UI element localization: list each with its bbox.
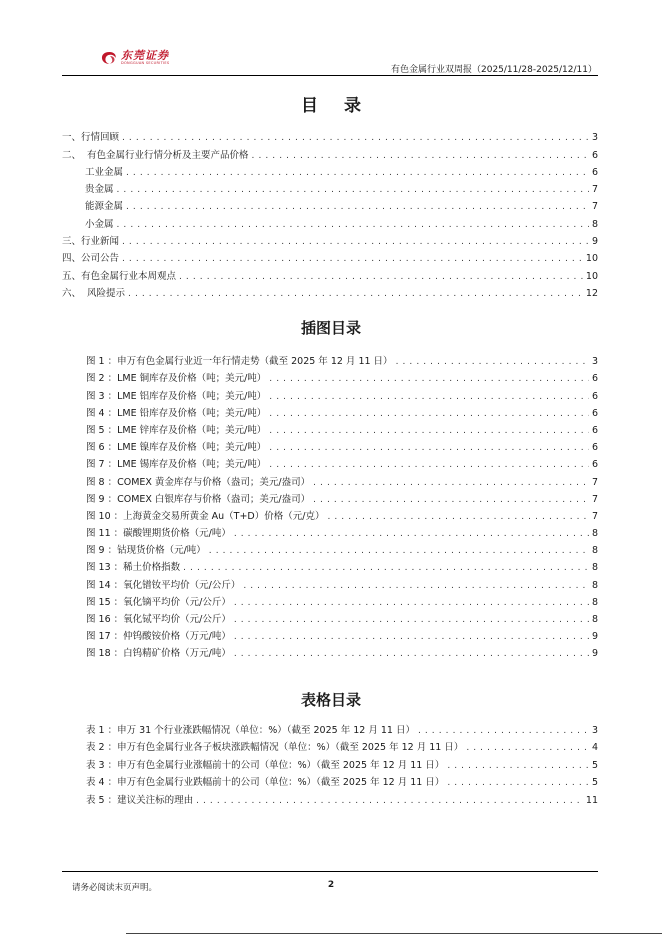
toc-entry-label: 图 4 ：LME 铅库存及价格（吨；美元/吨） xyxy=(86,407,267,419)
dot-leader xyxy=(126,201,589,213)
toc-entry[interactable] xyxy=(62,179,598,196)
toc-entry[interactable] xyxy=(62,248,598,265)
toc-entry-label: 图 10 ：上海黄金交易所黄金 Au（T+D）价格（元/克） xyxy=(86,510,325,522)
dot-leader xyxy=(234,631,589,643)
dot-leader xyxy=(313,494,589,506)
dot-leader xyxy=(466,742,589,754)
dot-leader xyxy=(117,219,589,231)
toc-entry[interactable] xyxy=(62,265,598,282)
toc-entry-label: 贵金属 xyxy=(85,184,114,196)
bottom-edge-line xyxy=(126,933,662,934)
dot-leader xyxy=(269,408,589,420)
dot-leader xyxy=(234,648,589,660)
toc-entry-label: 图 3 ：LME 铝库存及价格（吨；美元/吨） xyxy=(86,390,267,402)
table-toc-heading: 表格目录 xyxy=(300,691,361,709)
toc-entry-page: 6 xyxy=(591,166,598,178)
toc-entry-page: 8 xyxy=(591,579,598,591)
toc-entry[interactable] xyxy=(62,283,598,300)
toc-entry-page: 7 xyxy=(591,201,598,213)
toc-entry-page: 9 xyxy=(591,648,598,660)
toc-entry-page: 4 xyxy=(591,742,598,753)
toc-entry-page: 5 xyxy=(591,759,598,771)
toc-entry-label: 图 16 ：氧化铽平均价（元/公斤） xyxy=(86,614,231,625)
toc-entry[interactable] xyxy=(86,626,598,643)
toc-entry[interactable] xyxy=(62,144,598,161)
footer-disclaimer: 请务必阅读末页声明。 xyxy=(72,883,158,893)
toc-entry[interactable] xyxy=(86,471,598,488)
toc-entry[interactable] xyxy=(86,540,598,557)
toc-entry-page: 10 xyxy=(585,253,598,265)
figure-toc-heading: 插图目录 xyxy=(300,319,361,337)
toc-entry-label: 图 15 ：氧化镝平均价（元/公斤） xyxy=(86,596,231,608)
logo-english-text: DONGGUAN SECURITIES xyxy=(121,61,170,65)
dot-leader xyxy=(313,477,589,489)
toc-entry[interactable] xyxy=(86,368,598,385)
toc-entry-page: 3 xyxy=(591,724,598,736)
dot-leader xyxy=(418,725,589,737)
footer-divider xyxy=(62,871,598,872)
dot-leader xyxy=(269,373,589,385)
toc-entry-page: 6 xyxy=(591,390,598,402)
dot-leader xyxy=(243,580,589,592)
toc-entry-label: 二、 有色金属行业行情分析及主要产品价格 xyxy=(62,149,249,161)
toc-entry[interactable] xyxy=(86,489,598,506)
toc-entry-label: 图 11 ：碳酸锂期货价格（元/吨） xyxy=(86,528,231,540)
dot-leader xyxy=(183,562,589,574)
toc-entry-label: 表 1 ：申万 31 个行业涨跌幅情况（单位：%）（截至 2025 年 12 月 11 日） xyxy=(86,724,415,736)
toc-entry-page: 8 xyxy=(591,218,598,230)
toc-entry-page: 7 xyxy=(591,493,598,505)
report-title: 有色金属行业双周报（2025/11/28-2025/12/11） xyxy=(391,65,597,75)
toc-entry[interactable] xyxy=(86,437,598,454)
toc-entry[interactable] xyxy=(86,754,598,772)
dot-leader xyxy=(269,391,589,403)
toc-entry-label: 图 6 ：LME 镍库存及价格（吨；美元/吨） xyxy=(86,442,267,454)
dot-leader xyxy=(117,184,589,196)
dot-leader xyxy=(179,271,583,283)
toc-entry-label: 图 2 ：LME 铜库存及价格（吨；美元/吨） xyxy=(86,373,267,385)
dot-leader xyxy=(327,511,589,523)
toc-entry-page: 9 xyxy=(591,236,598,248)
table-toc xyxy=(86,719,598,807)
toc-entry[interactable] xyxy=(62,127,598,144)
toc-entry-label: 图 9 ：钴现货价格（元/吨） xyxy=(86,545,206,557)
toc-entry-page: 12 xyxy=(585,287,598,299)
dot-leader xyxy=(447,777,589,789)
toc-entry-label: 图 8 ：COMEX 黄金库存与价格（盎司；美元/盎司） xyxy=(86,476,311,488)
dot-leader xyxy=(128,288,583,300)
toc-entry-page: 8 xyxy=(591,562,598,574)
toc-entry-page: 7 xyxy=(591,510,598,522)
toc-entry-label: 图 1 ：申万有色金属行业近一年行情走势（截至 2025 年 12 月 11 日） xyxy=(86,356,393,368)
toc-entry-page: 8 xyxy=(591,545,598,557)
toc-entry-label: 五、有色金属行业本周观点 xyxy=(62,270,177,282)
figure-toc xyxy=(86,351,598,660)
dot-leader xyxy=(234,597,589,609)
dot-leader xyxy=(252,150,589,162)
toc-entry-page: 6 xyxy=(591,373,598,385)
toc-entry-label: 四、公司公告 xyxy=(62,253,120,265)
dot-leader xyxy=(269,459,589,471)
toc-entry[interactable] xyxy=(86,420,598,437)
toc-entry[interactable] xyxy=(86,789,598,807)
toc-entry[interactable] xyxy=(86,719,598,737)
toc-entry[interactable] xyxy=(86,403,598,420)
company-logo xyxy=(101,50,169,66)
toc-entry-label: 图 7 ：LME 锡库存及价格（吨；美元/吨） xyxy=(86,459,267,471)
toc-entry-page: 7 xyxy=(591,476,598,488)
dot-leader xyxy=(234,614,589,626)
toc-entry-page: 8 xyxy=(591,528,598,540)
page-number: 2 xyxy=(327,880,335,890)
toc-entry-label: 小金属 xyxy=(85,218,114,230)
toc-entry-page: 5 xyxy=(591,777,598,788)
toc-entry-page: 10 xyxy=(585,270,598,282)
toc-entry-page: 3 xyxy=(591,356,598,368)
toc-entry[interactable] xyxy=(62,231,598,248)
header-divider xyxy=(62,75,598,76)
toc-entry-page: 6 xyxy=(591,459,598,471)
toc-entry[interactable] xyxy=(86,737,598,755)
toc-entry[interactable] xyxy=(86,609,598,626)
logo-chinese-text: 东莞证券 xyxy=(121,49,169,62)
dot-leader xyxy=(396,356,589,368)
toc-heading: 目 录 xyxy=(301,96,371,116)
dot-leader xyxy=(269,425,589,437)
dot-leader xyxy=(234,528,589,540)
toc-entry-page: 6 xyxy=(591,424,598,436)
toc-entry-page: 3 xyxy=(591,132,598,144)
toc-entry[interactable] xyxy=(86,592,598,609)
dot-leader xyxy=(126,167,589,179)
dot-leader xyxy=(196,795,583,807)
toc-entry-page: 6 xyxy=(591,442,598,454)
toc-entry[interactable] xyxy=(86,557,598,574)
toc-entry-label: 图 18 ：白钨精矿价格（万元/吨） xyxy=(86,648,231,660)
toc-entry-label: 图 13 ：稀土价格指数 xyxy=(86,562,181,574)
toc-entry-page: 6 xyxy=(591,149,598,161)
toc-entry-page: 6 xyxy=(591,407,598,419)
toc-entry[interactable] xyxy=(62,213,598,230)
toc-entry-label: 表 2 ：申万有色金属行业各子板块涨跌幅情况（单位：%）（截至 2025 年 12 月 11 日） xyxy=(86,742,464,753)
toc-entry-label: 图 5 ：LME 锌库存及价格（吨；美元/吨） xyxy=(86,424,267,436)
toc-entry[interactable] xyxy=(86,574,598,591)
dot-leader xyxy=(122,236,589,248)
toc-entry-label: 表 3 ：申万有色金属行业涨幅前十的公司（单位：%）（截至 2025 年 12 月 11 日） xyxy=(86,759,445,771)
toc-entry[interactable] xyxy=(86,454,598,471)
toc-entry-page: 11 xyxy=(585,794,598,806)
toc-entry-label: 表 4 ：申万有色金属行业跌幅前十的公司（单位：%）（截至 2025 年 12 月 11 日） xyxy=(86,777,445,788)
toc-entry[interactable] xyxy=(86,772,598,790)
main-toc xyxy=(62,127,598,300)
toc-entry-label: 表 5 ：建议关注标的理由 xyxy=(86,794,194,806)
toc-entry-page: 9 xyxy=(591,631,598,643)
toc-entry-page: 8 xyxy=(591,614,598,625)
toc-entry-label: 工业金属 xyxy=(85,166,124,178)
toc-entry-label: 六、 风险提示 xyxy=(62,287,126,299)
logo-swirl-icon xyxy=(101,51,118,65)
dot-leader xyxy=(447,760,589,772)
dot-leader xyxy=(269,442,589,454)
toc-entry-label: 图 17 ：仲钨酸铵价格（万元/吨） xyxy=(86,631,231,643)
toc-entry[interactable] xyxy=(62,162,598,179)
toc-entry[interactable] xyxy=(86,351,598,368)
toc-entry-label: 图 9 ：COMEX 白银库存与价格（盎司；美元/盎司） xyxy=(86,493,311,505)
toc-entry-page: 7 xyxy=(591,184,598,196)
toc-entry[interactable] xyxy=(62,196,598,213)
toc-entry[interactable] xyxy=(86,506,598,523)
toc-entry[interactable] xyxy=(86,523,598,540)
dot-leader xyxy=(209,545,589,557)
toc-entry[interactable] xyxy=(86,385,598,402)
toc-entry-label: 三、行业新闻 xyxy=(62,236,120,248)
toc-entry[interactable] xyxy=(86,643,598,660)
toc-entry-page: 8 xyxy=(591,596,598,608)
dot-leader xyxy=(122,132,589,144)
toc-entry-label: 能源金属 xyxy=(85,201,124,213)
toc-entry-label: 一、行情回顾 xyxy=(62,132,120,144)
toc-entry-label: 图 14 ：氧化镨钕平均价（元/公斤） xyxy=(86,579,241,591)
dot-leader xyxy=(122,253,583,265)
